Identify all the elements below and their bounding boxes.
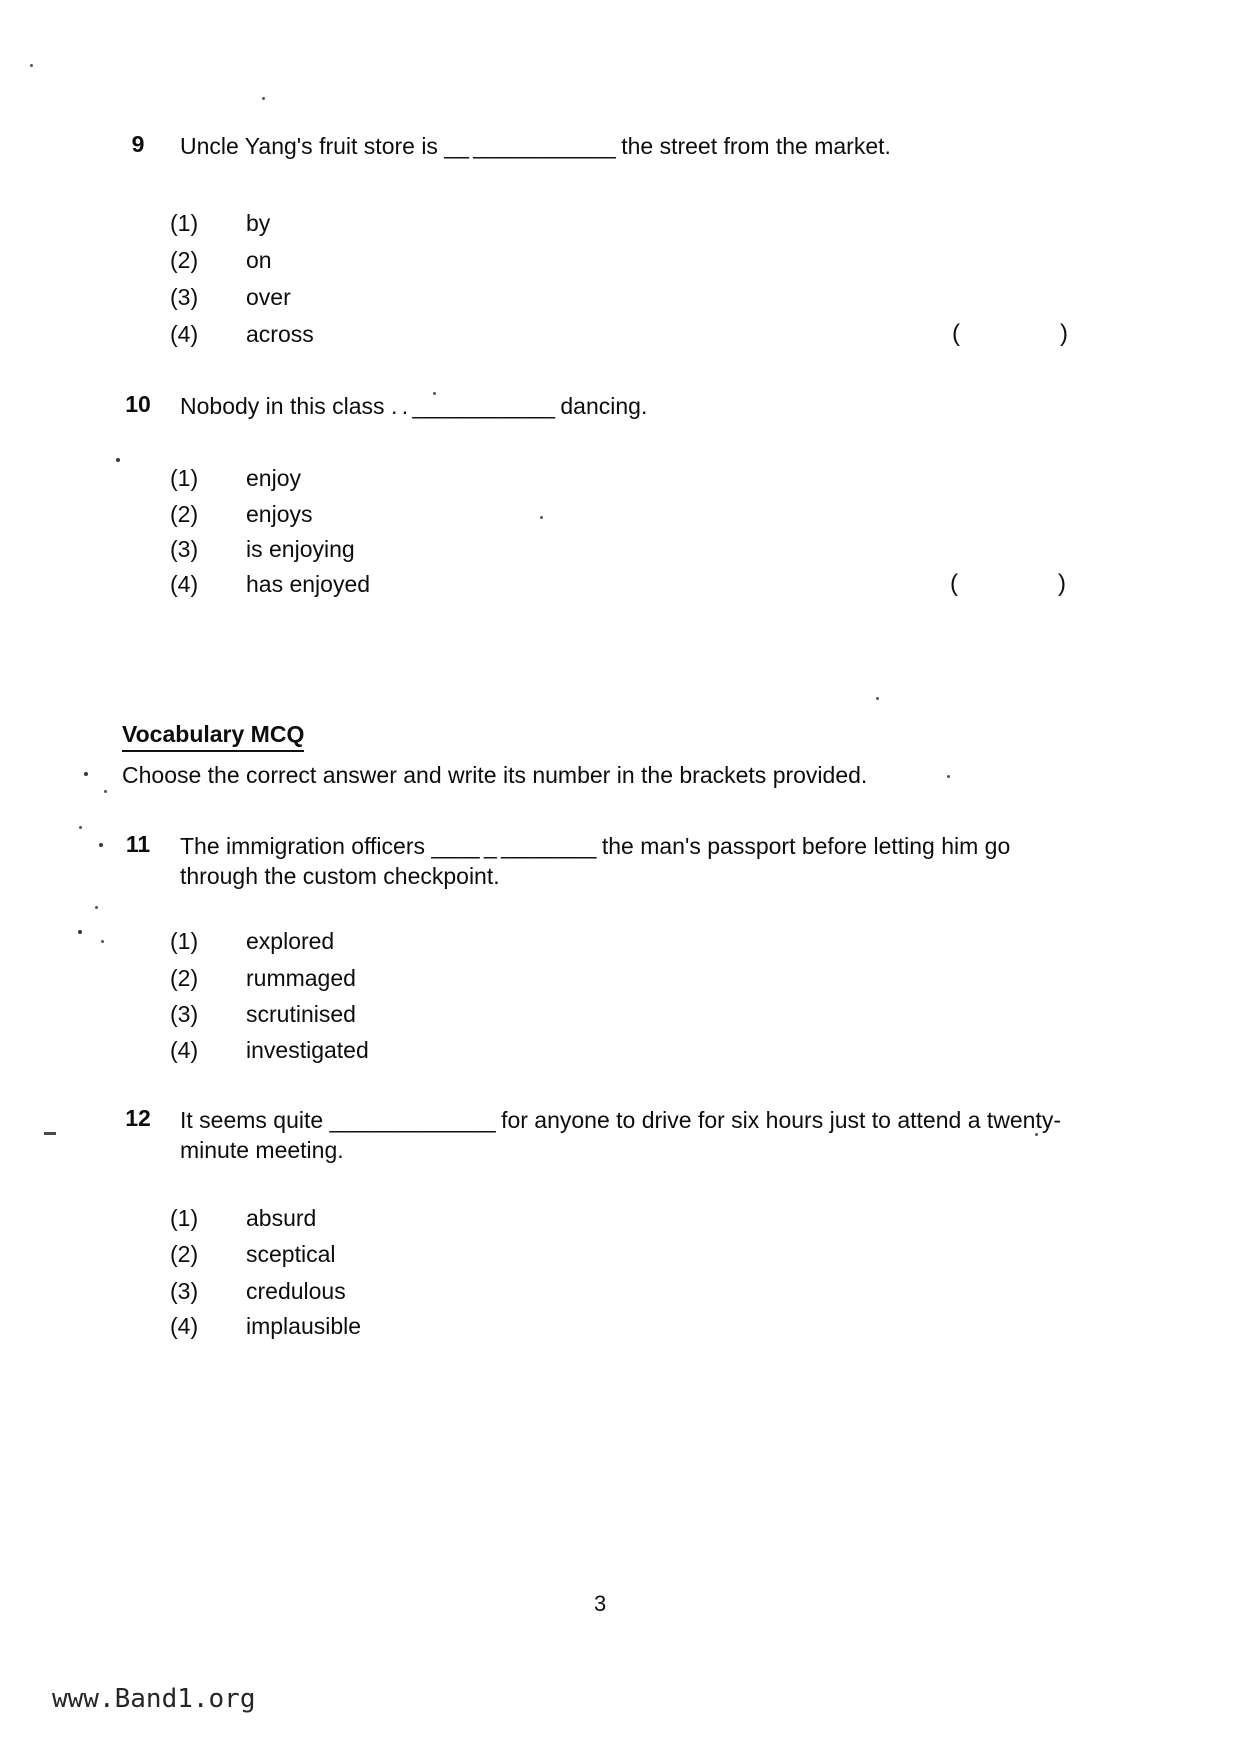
option-text: has enjoyed <box>246 571 371 597</box>
option-text: enjoy <box>246 465 301 491</box>
scan-artifact-dash <box>44 1132 56 1135</box>
option-row <box>0 928 1239 960</box>
option-row <box>0 571 1239 603</box>
question-number: 10 <box>125 391 151 417</box>
blank-line: . . ____________ <box>390 393 554 419</box>
option-row <box>0 501 1239 533</box>
option-label: (4) <box>170 1313 199 1339</box>
stem-text-post: the street from the market. <box>621 133 891 159</box>
scan-artifact-dot <box>876 697 879 700</box>
option-text: credulous <box>246 1278 346 1304</box>
blank-line: ______________ <box>329 1107 495 1133</box>
answer-bracket-open: ( <box>952 320 960 347</box>
question-stem <box>180 1105 1120 1165</box>
blank-line: ____ _ ________ <box>431 833 596 859</box>
scan-artifact-dot <box>95 906 98 909</box>
stem-text-pre: The immigration officers <box>180 833 425 859</box>
answer-bracket-close: ) <box>1060 320 1068 347</box>
option-label: (2) <box>170 965 199 991</box>
stem-text-post: the man's passport before letting him go through the custom checkpoint. <box>180 833 1011 889</box>
option-row <box>0 284 1239 316</box>
option-label: (3) <box>170 1001 199 1027</box>
question-number: 12 <box>125 1105 151 1131</box>
option-label: (4) <box>170 321 199 347</box>
option-text: across <box>246 321 314 347</box>
scan-artifact-dot <box>116 458 120 462</box>
stem-text-post: for anyone to drive for six hours just to attend a twenty-minute meeting. <box>180 1107 1062 1163</box>
scan-artifact-dot <box>104 790 107 793</box>
stem-text-pre: It seems quite <box>180 1107 324 1133</box>
option-text: enjoys <box>246 501 313 527</box>
option-row <box>0 1001 1239 1033</box>
page-number: 3 <box>594 1591 607 1616</box>
section-instruction: Choose the correct answer and write its number in the brackets provided. <box>122 762 868 788</box>
stem-text-pre: Nobody in this class <box>180 393 385 419</box>
option-row <box>0 965 1239 997</box>
stem-text-post: dancing. <box>560 393 648 419</box>
option-text: by <box>246 210 271 236</box>
option-label: (4) <box>170 571 199 597</box>
answer-bracket-open: ( <box>950 570 958 597</box>
option-label: (3) <box>170 284 199 310</box>
option-text: sceptical <box>246 1241 336 1267</box>
option-row <box>0 210 1239 242</box>
option-text: on <box>246 247 272 273</box>
scan-artifact-dot <box>99 843 103 847</box>
option-text: absurd <box>246 1205 317 1231</box>
question-stem <box>180 391 1160 421</box>
option-text: implausible <box>246 1313 362 1339</box>
option-label: (1) <box>170 465 199 491</box>
blank-line: __ ____________ <box>444 133 615 159</box>
option-label: (4) <box>170 1037 199 1063</box>
question-stem <box>180 131 1160 161</box>
question-number: 9 <box>131 131 145 157</box>
option-text: investigated <box>246 1037 369 1063</box>
scan-artifact-dot <box>262 97 265 100</box>
option-row <box>0 321 1239 353</box>
option-label: (3) <box>170 1278 199 1304</box>
option-text: over <box>246 284 291 310</box>
option-label: (2) <box>170 1241 199 1267</box>
option-label: (2) <box>170 501 199 527</box>
scan-artifact-dot <box>84 772 88 776</box>
option-text: is enjoying <box>246 536 355 562</box>
option-label: (1) <box>170 1205 199 1231</box>
question-number: 11 <box>125 831 151 857</box>
option-text: scrutinised <box>246 1001 356 1027</box>
section-heading: Vocabulary MCQ <box>122 721 304 752</box>
option-label: (1) <box>170 928 199 954</box>
scan-artifact-dot <box>79 826 82 829</box>
option-label: (1) <box>170 210 199 236</box>
option-row <box>0 465 1239 497</box>
option-row <box>0 1205 1239 1237</box>
option-label: (3) <box>170 536 199 562</box>
question-stem <box>180 831 1060 891</box>
stem-text-pre: Uncle Yang's fruit store is <box>180 133 438 159</box>
option-row <box>0 1037 1239 1069</box>
option-row <box>0 1313 1239 1345</box>
option-text: explored <box>246 928 335 954</box>
option-row <box>0 1241 1239 1273</box>
watermark-url: www.Band1.org <box>52 1684 256 1714</box>
option-label: (2) <box>170 247 199 273</box>
scan-artifact-dot <box>947 775 950 778</box>
answer-bracket-close: ) <box>1058 570 1066 597</box>
scan-artifact-dot <box>30 64 33 67</box>
option-text: rummaged <box>246 965 356 991</box>
option-row <box>0 247 1239 279</box>
option-row <box>0 536 1239 568</box>
option-row <box>0 1278 1239 1310</box>
